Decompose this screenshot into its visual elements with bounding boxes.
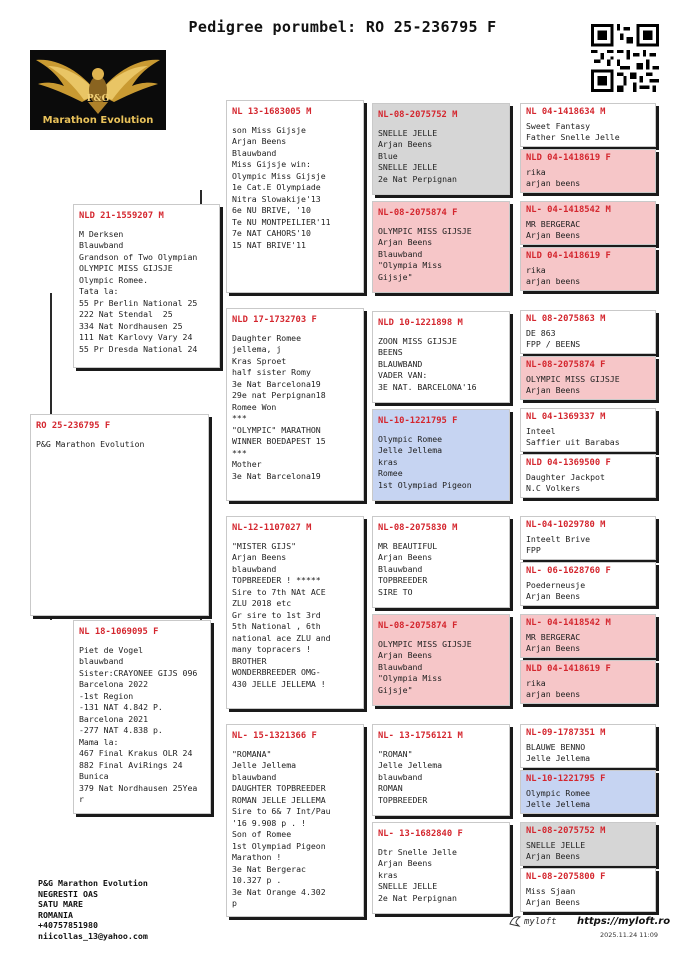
info-line: *** <box>232 447 247 458</box>
info-line: Poederneusje <box>526 579 586 590</box>
info-line: blauwband <box>232 563 277 574</box>
great-grandparent-card[interactable] <box>372 409 510 501</box>
info-line: Gijsje" <box>378 684 413 695</box>
ring-number: RO 25-236795 F <box>36 421 111 431</box>
info-line: Jelle Jellema <box>526 799 591 809</box>
myloft-brand: myloft <box>524 917 557 927</box>
info-line: SIRE TO <box>378 586 413 597</box>
great-grandparent-card[interactable] <box>372 516 510 608</box>
ancestor-card[interactable] <box>520 562 656 606</box>
info-line: OLYMPIC MISS GIJSJE <box>378 225 472 236</box>
info-line: BLAUWBAND <box>378 358 423 369</box>
ring-number: NLD 10-1221898 M <box>378 318 463 328</box>
info-line: OLYMPIC MISS GIJSJE <box>79 263 173 273</box>
ring-number: NL-09-1787351 M <box>526 728 606 738</box>
info-line: WINNER BOEDAPEST 15 <box>232 436 326 446</box>
info-line: Blauwband <box>378 661 423 672</box>
info-line: p <box>232 898 237 908</box>
info-line: Grandson of Two Olympian <box>79 251 198 262</box>
owner-county: SATU MARE <box>38 899 83 909</box>
ring-number: NLD 04-1369500 F <box>526 458 611 468</box>
info-line: Sister:CRAYONEE GIJS 096 <box>79 667 198 678</box>
site-link[interactable]: https://myloft.ro <box>577 916 671 927</box>
info-line: Sire to 6& 7 Int/Pau <box>232 806 331 816</box>
info-line: arjan beens <box>526 178 581 188</box>
info-line: "Olympia Miss <box>378 260 443 270</box>
qr-code-icon <box>591 24 659 92</box>
info-line: BROTHER <box>232 655 267 666</box>
info-line: SNELLE JELLE <box>378 881 438 891</box>
info-line: SNELLE JELLE <box>378 127 438 138</box>
ring-number: NLD 04-1418619 F <box>526 664 611 674</box>
owner-email: niicollas_13@yahoo.com <box>38 930 148 941</box>
info-line: Piet de Vogel <box>79 644 144 655</box>
info-line: many topracers ! <box>232 644 311 654</box>
info-line: Saffier uit Barabas <box>526 437 620 447</box>
info-line: half sister Romy <box>232 367 311 377</box>
page-title: Pedigree porumbel: RO 25-236795 F <box>188 18 497 36</box>
info-line: Inteelt Brive <box>526 533 591 544</box>
ring-number: NL- 04-1418542 M <box>526 205 611 215</box>
owner-locality: NEGRESTI OAS <box>38 888 98 899</box>
info-line: 430 JELLE JELLEMA ! <box>232 678 326 689</box>
ring-number: NL-08-2075752 M <box>378 110 458 120</box>
info-line: TOPBREEDER <box>378 575 428 585</box>
great-grandparent-card[interactable] <box>372 724 510 816</box>
ring-number: NL- 13-1682840 F <box>378 829 463 839</box>
info-line: Tata la: <box>79 286 119 296</box>
ancestor-card[interactable] <box>520 822 656 866</box>
info-line: 3e Nat Orange 4.302 <box>232 886 326 897</box>
info-line: 334 Nat Nordhausen 25 <box>79 320 183 331</box>
ring-number: NL-08-2075874 F <box>378 621 458 631</box>
ring-number: NLD 04-1418619 F <box>526 251 611 261</box>
ring-number: NL 18-1069095 F <box>79 627 159 637</box>
info-line: OLYMPIC MISS GIJSJE <box>526 373 620 384</box>
grandparent-card[interactable] <box>226 724 364 917</box>
info-line: DE 863 <box>526 327 556 338</box>
info-line: "MISTER GIJS" <box>232 540 297 551</box>
info-line: Blauwband <box>232 147 277 158</box>
ring-number: NLD 17-1732703 F <box>232 315 317 325</box>
info-line: 111 Nat Karlovy Vary 24 <box>79 332 193 342</box>
info-line: son Miss Gijsje <box>232 124 306 135</box>
info-line: 3E NAT. BARCELONA'16 <box>378 381 477 392</box>
info-line: DAUGHTER TOPBREEDER <box>232 783 326 793</box>
info-line: ZOON MISS GIJSJE <box>378 335 457 346</box>
info-line: Daughter Romee <box>232 332 302 343</box>
info-line: Olympic Romee <box>378 433 443 444</box>
info-line: Marathon ! <box>232 852 282 862</box>
info-line: Arjan Beens <box>526 591 581 601</box>
info-line: 10.327 p . <box>232 875 282 885</box>
info-line: OLYMPIC MISS GIJSJE <box>378 638 472 649</box>
grandparent-card[interactable] <box>226 100 364 293</box>
info-line: BLAUWE BENNO <box>526 741 586 752</box>
info-line: MR BEAUTIFUL <box>378 540 438 551</box>
ancestor-card[interactable] <box>520 770 656 814</box>
info-line: 1e Cat.E Olympiade <box>232 182 321 192</box>
info-line: *** <box>232 413 247 423</box>
ring-number: NLD 04-1418619 F <box>526 153 611 163</box>
info-line: -277 NAT 4.838 p. <box>79 725 163 735</box>
connector <box>200 190 202 204</box>
info-line: ROMAN JELLE JELLEMA <box>232 794 326 805</box>
info-line: Arjan Beens <box>378 139 433 149</box>
info-line: 55 Pr Berlin National 25 <box>79 297 198 308</box>
ancestor-card[interactable] <box>520 201 656 245</box>
info-line: 5th National , 6th <box>232 621 321 631</box>
info-line: Romee Won <box>232 401 277 412</box>
great-grandparent-card[interactable] <box>372 311 510 403</box>
info-line: Kras Sproet <box>232 355 287 366</box>
info-line: ROMAN <box>378 783 403 793</box>
info-line: Nitra Slowakije'13 <box>232 193 321 204</box>
info-line: kras <box>378 456 398 467</box>
owner-contact <box>38 878 148 941</box>
ancestor-card[interactable] <box>520 310 656 354</box>
info-line: Olympic Miss Gijsje <box>232 170 326 181</box>
grandparent-card[interactable] <box>226 308 364 501</box>
info-line: Olympic Romee <box>526 787 591 798</box>
info-line: r <box>79 794 84 804</box>
ring-number: NL 04-1369337 M <box>526 412 606 422</box>
info-line: FPP / BEENS <box>526 339 581 349</box>
info-line: 379 Nat Nordhausen 25Yea <box>79 782 198 793</box>
ring-number: NL- 06-1628760 F <box>526 566 611 576</box>
info-line: VADER VAN: <box>378 370 428 380</box>
info-line: N.C Volkers <box>526 483 581 493</box>
ancestor-card[interactable] <box>520 660 656 704</box>
info-line: FPP <box>526 545 541 555</box>
info-line: Arjan Beens <box>378 552 433 562</box>
dam-card[interactable] <box>73 620 211 814</box>
ancestor-card[interactable] <box>520 868 656 912</box>
great-grandparent-card[interactable] <box>372 103 510 195</box>
info-line: 882 Final AviRings 24 <box>79 759 183 770</box>
info-line: Arjan Beens <box>232 552 287 562</box>
info-line: TOPBREEDER ! ***** <box>232 575 321 585</box>
info-line: Arjan Beens <box>378 650 433 660</box>
info-line: MR BERGERAC <box>526 631 581 642</box>
ring-number: NL 13-1683005 M <box>232 107 312 117</box>
ancestor-card[interactable] <box>520 614 656 658</box>
grandparent-card[interactable] <box>226 516 364 709</box>
info-line: blauwband <box>378 771 423 782</box>
ring-number: NL-08-2075800 F <box>526 872 606 882</box>
ancestor-card[interactable] <box>520 103 656 147</box>
ring-number: NL 04-1418634 M <box>526 107 606 117</box>
info-line: Arjan Beens <box>232 136 287 146</box>
timestamp: 2025.11.24 11:09 <box>600 931 659 939</box>
info-line: MR BERGERAC <box>526 218 581 229</box>
info-line: Sire to 7th NAt ACE <box>232 586 326 597</box>
ancestor-card[interactable] <box>520 356 656 400</box>
info-line: Arjan Beens <box>526 643 581 653</box>
ancestor-card[interactable] <box>520 516 656 560</box>
info-line: 3e Nat Barcelona19 <box>232 470 321 481</box>
info-line: kras <box>378 869 398 880</box>
info-line: -131 NAT 4.842 P. <box>79 702 163 712</box>
info-line: Mama la: <box>79 736 119 747</box>
info-line: rika <box>526 264 546 275</box>
info-line: Mother <box>232 459 262 469</box>
pigeon-icon <box>508 914 522 928</box>
info-line: 55 Pr Dresda National 24 <box>79 343 198 354</box>
ring-number: NL-08-2075752 M <box>526 826 606 836</box>
info-line: Miss Sjaan <box>526 885 576 896</box>
info-line: TOPBREEDER <box>378 794 428 805</box>
subject-card[interactable] <box>30 414 209 616</box>
info-line: Arjan Beens <box>378 858 433 868</box>
ring-number: NL-08-2075830 M <box>378 523 458 533</box>
info-line: Jelle Jellema <box>232 760 297 770</box>
ancestor-card[interactable] <box>520 247 656 291</box>
info-line: SNELLE JELLE <box>378 162 438 172</box>
info-line: "ROMANA" <box>232 748 272 759</box>
info-line: rika <box>526 166 546 177</box>
info-line: 1st Olympiad Pigeon <box>232 840 326 851</box>
info-line: Jelle Jellema <box>378 445 443 455</box>
info-line: 15 NAT BRIVE'11 <box>232 239 306 250</box>
info-line: Daughter Jackpot <box>526 471 605 482</box>
info-line: "ROMAN" <box>378 748 413 759</box>
ring-number: NL-12-1107027 M <box>232 523 312 533</box>
info-line: P&G Marathon Evolution <box>36 438 145 449</box>
info-line: Olympic Romee. <box>79 274 149 285</box>
info-line: Inteel <box>526 425 556 436</box>
logo-text: Marathon Evolution <box>42 115 154 126</box>
ring-number: NL 08-2075863 M <box>526 314 606 324</box>
info-line: Barcelona 2022 <box>79 679 149 689</box>
ancestor-card[interactable] <box>520 724 656 768</box>
ring-number: NL-08-2075874 F <box>378 208 458 218</box>
info-line: "OLYMPIC" MARATHON <box>232 424 321 435</box>
info-line: Arjan Beens <box>526 897 581 907</box>
info-line: 6e NU BRIVE, '10 <box>232 205 311 215</box>
owner-name: P&G Marathon Evolution <box>38 878 148 888</box>
ring-number: NLD 21-1559207 M <box>79 211 164 221</box>
info-line: Son of Romee <box>232 829 292 839</box>
info-line: Barcelona 2021 <box>79 713 149 724</box>
info-line: SNELLE JELLE <box>526 839 586 850</box>
info-line: 467 Final Krakus OLR 24 <box>79 748 193 758</box>
info-line: -1st Region <box>79 690 134 701</box>
info-line: 29e nat Perpignan18 <box>232 390 326 400</box>
info-line: jellema, j <box>232 344 282 354</box>
great-grandparent-card[interactable] <box>372 822 510 914</box>
info-line: Gr sire to 1st 3rd <box>232 609 321 620</box>
info-line: 3e Nat Barcelona19 <box>232 378 321 389</box>
ancestor-card[interactable] <box>520 454 656 498</box>
ring-number: NL-10-1221795 F <box>526 774 606 784</box>
info-line: Gijsje" <box>378 271 413 282</box>
info-line: 1st Olympiad Pigeon <box>378 479 472 490</box>
owner-phone: +40757851980 <box>38 920 98 930</box>
info-line: Arjan Beens <box>526 851 581 861</box>
info-line: 3e Nat Bergerac <box>232 863 306 874</box>
ancestor-card[interactable] <box>520 408 656 452</box>
info-line: Jelle Jellema <box>526 753 591 763</box>
info-line: 2e Nat Perpignan <box>378 173 457 184</box>
great-grandparent-card[interactable] <box>372 201 510 293</box>
info-line: Jelle Jellema <box>378 760 443 770</box>
connector <box>50 293 52 414</box>
info-line: blauwband <box>232 771 277 782</box>
info-line: Dtr Snelle Jelle <box>378 846 457 857</box>
info-line: BEENS <box>378 347 403 357</box>
info-line: Miss Gijsje win: <box>232 159 311 169</box>
logo-pg: P&G <box>86 94 110 104</box>
ancestor-card[interactable] <box>520 149 656 193</box>
info-line: Arjan Beens <box>378 237 433 247</box>
info-line: ZLU 2018 etc <box>232 598 292 608</box>
info-line: '16 9.908 p . ! <box>232 817 306 828</box>
info-line: Bunica <box>79 771 109 781</box>
info-line: Blauwband <box>378 563 423 574</box>
info-line: 222 Nat Stendal 25 <box>79 309 173 319</box>
ring-number: NL-04-1029780 M <box>526 520 606 530</box>
ring-number: NL-10-1221795 F <box>378 416 458 426</box>
info-line: 7e NAT CAHORS'10 <box>232 228 311 238</box>
info-line: Arjan Beens <box>526 230 581 240</box>
logo <box>30 50 166 130</box>
info-line: blauwband <box>79 656 124 666</box>
info-line: Blue <box>378 150 398 161</box>
info-line: Te NU MONTPEILIER'11 <box>232 216 331 227</box>
info-line: rika <box>526 677 546 688</box>
ring-number: NL- 13-1756121 M <box>378 731 463 741</box>
ring-number: NL- 04-1418542 M <box>526 618 611 628</box>
info-line: Blauwband <box>79 240 124 250</box>
ring-number: NL-08-2075874 F <box>526 360 606 370</box>
info-line: 2e Nat Perpignan <box>378 892 457 903</box>
info-line: Father Snelle Jelle <box>526 132 620 142</box>
owner-country: ROMANIA <box>38 909 73 920</box>
info-line: WONDERBREEDER OMG- <box>232 667 321 677</box>
info-line: Blauwband <box>378 248 423 259</box>
great-grandparent-card[interactable] <box>372 614 510 706</box>
info-line: "Olympia Miss <box>378 673 443 683</box>
info-line: Arjan Beens <box>526 385 581 395</box>
info-line: arjan beens <box>526 276 581 286</box>
sire-card[interactable] <box>73 204 220 368</box>
info-line: Romee <box>378 468 403 478</box>
info-line: national ace ZLU and <box>232 632 331 643</box>
info-line: M Derksen <box>79 228 124 239</box>
ring-number: NL- 15-1321366 F <box>232 731 317 741</box>
info-line: arjan beens <box>526 689 581 699</box>
info-line: Sweet Fantasy <box>526 120 591 131</box>
